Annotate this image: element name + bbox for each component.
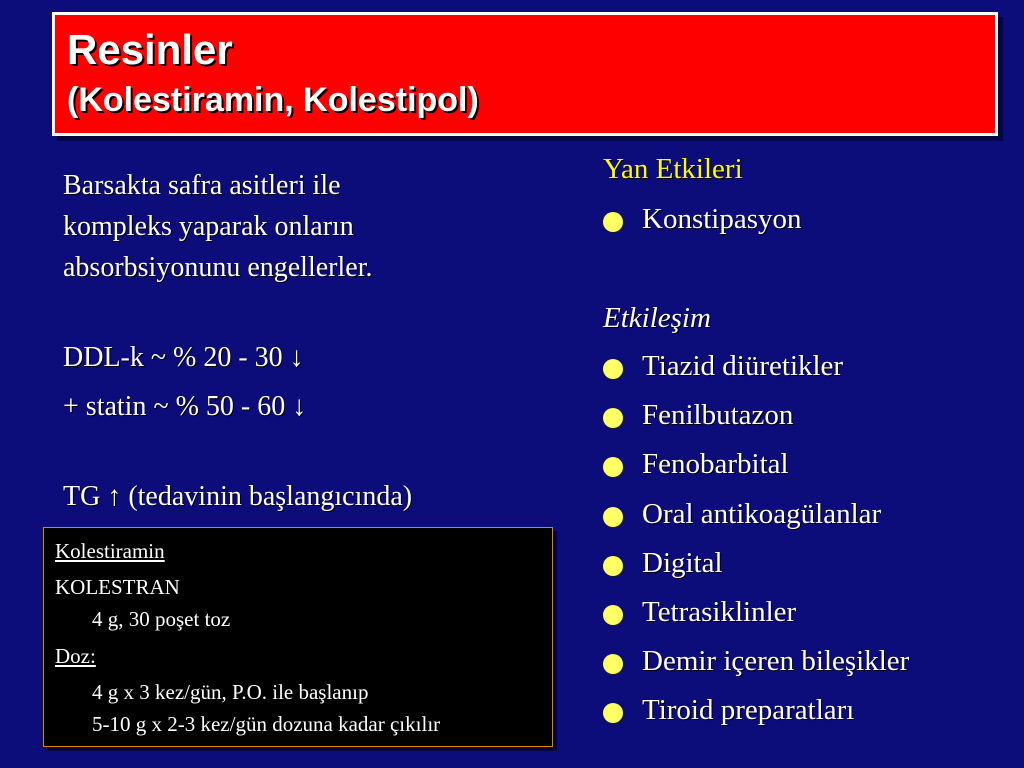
tg-effect-line: TG ↑ (tedavinin başlangıcında) <box>63 481 413 512</box>
side-effect-item <box>603 199 802 239</box>
dose-line-2: 5-10 g x 2-3 kez/gün dozuna kadar çıkılır <box>92 712 441 736</box>
bullet-icon <box>603 507 623 527</box>
bullet-icon <box>603 359 623 379</box>
interaction-item <box>603 690 854 730</box>
interaction-label: Demir içeren bileşikler <box>642 645 910 677</box>
dose-line-1: 4 g x 3 kez/gün, P.O. ile başlanıp <box>92 680 369 704</box>
interaction-item <box>603 346 843 386</box>
brand-name: KOLESTRAN <box>55 575 180 599</box>
bullet-icon <box>603 457 623 477</box>
side-effect-label: Konstipasyon <box>642 203 802 235</box>
ddl-effect-line: DDL-k ~ % 20 - 30 ↓ <box>63 342 304 373</box>
bullet-icon <box>603 703 623 723</box>
interaction-label: Oral antikoagülanlar <box>642 498 882 530</box>
bullet-icon <box>603 212 623 232</box>
slide-title: Resinler <box>67 26 233 73</box>
interaction-item <box>603 494 881 534</box>
interaction-item <box>603 444 789 484</box>
bullet-icon <box>603 556 623 576</box>
slide-subtitle: (Kolestiramin, Kolestipol) <box>67 81 479 119</box>
interaction-label: Fenobarbital <box>642 448 789 480</box>
interaction-label: Tiroid preparatları <box>642 694 855 726</box>
drug-form: 4 g, 30 poşet toz <box>92 607 231 631</box>
interaction-item <box>603 641 909 681</box>
interaction-label: Tiazid diüretikler <box>642 350 844 382</box>
side-effects-heading: Yan Etkileri <box>603 153 743 185</box>
interaction-label: Digital <box>642 547 723 579</box>
dose-label: Doz: <box>55 644 96 668</box>
mechanism-line-3: absorbsiyonunu engellerler. <box>63 252 373 283</box>
bullet-icon <box>603 408 623 428</box>
drug-label: Kolestiramin <box>55 539 165 563</box>
drug-info-box <box>43 527 553 747</box>
title-banner <box>52 12 998 136</box>
interaction-label: Fenilbutazon <box>642 399 794 431</box>
bullet-icon <box>603 605 623 625</box>
mechanism-line-1: Barsakta safra asitleri ile <box>63 170 341 201</box>
interaction-label: Tetrasiklinler <box>642 596 797 628</box>
interaction-item <box>603 395 793 435</box>
mechanism-line-2: kompleks yaparak onların <box>63 211 354 242</box>
interaction-item <box>603 543 723 583</box>
bullet-icon <box>603 654 623 674</box>
statin-effect-line: + statin ~ % 50 - 60 ↓ <box>63 391 307 422</box>
interaction-item <box>603 592 796 632</box>
interaction-heading: Etkileşim <box>603 302 711 334</box>
